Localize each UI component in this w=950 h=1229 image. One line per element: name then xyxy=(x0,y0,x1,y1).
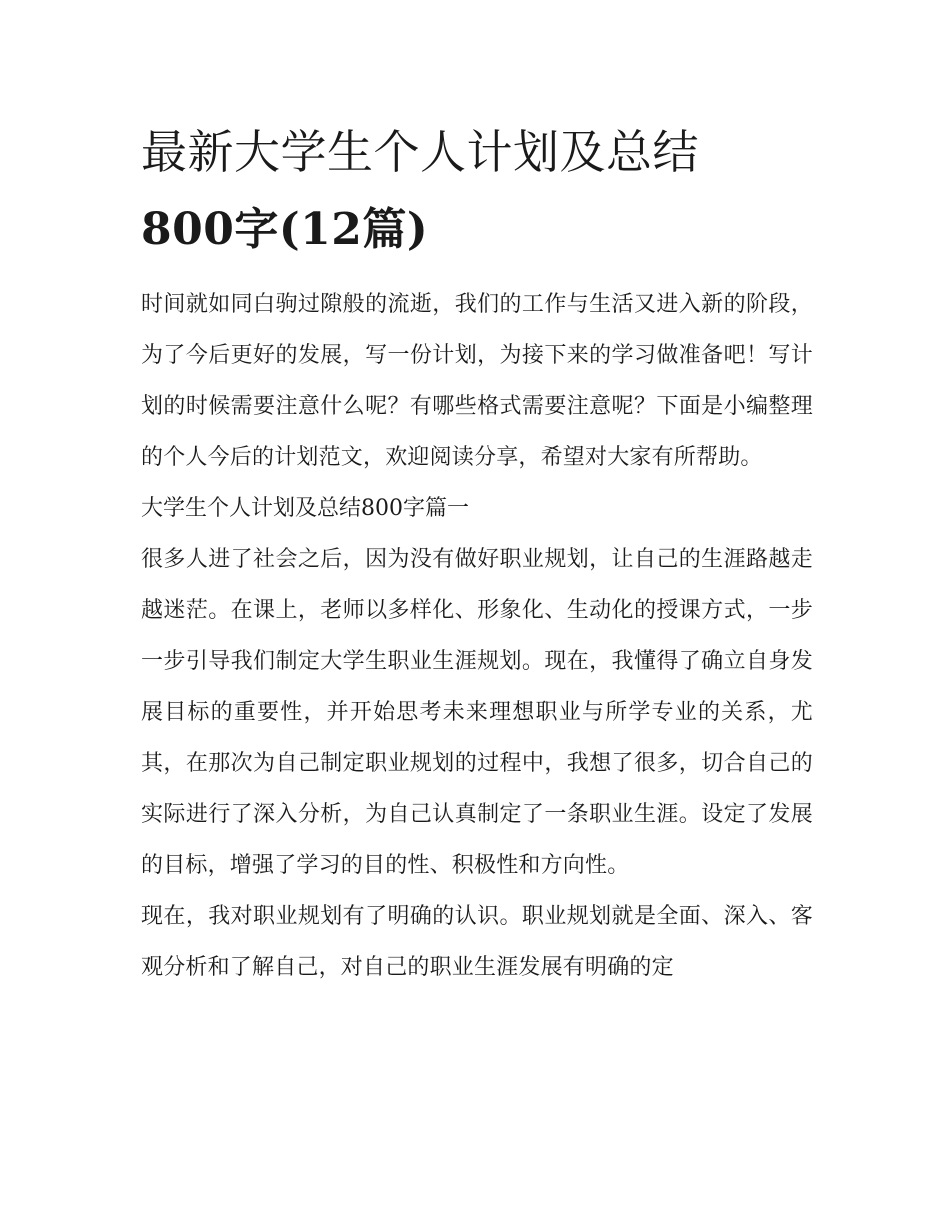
intro-paragraph: 时间就如同白驹过隙般的流逝，我们的工作与生活又进入新的阶段，为了今后更好的发展，写一份计划，为接下来的学习做准备吧！写计划的时候需要注意什么呢？有哪些格式需要注意呢？下面是小编整理的个人今后的计划范文，欢迎阅读分享，希望对大家有所帮助。 xyxy=(141,292,813,470)
body-paragraph-1: 很多人进了社会之后，因为没有做好职业规划，让自己的生涯路越走越迷茫。在课上，老师以多样化、形象化、生动化的授课方式，一步一步引导我们制定大学生职业生涯规划。现在，我懂得了确立自身发展目标的重要性，并开始思考未来理想职业与所学专业的关系，尤其，在那次为自己制定职业规划的过程中，我想了很多，切合自己的实际进行了深入分析，为自己认真制定了一条职业生涯。设定了发展的目标，增强了学习的目的性、积极性和方向性。 xyxy=(141,547,813,878)
section-heading: 大学生个人计划及总结800字篇一 xyxy=(141,496,469,521)
title-line-2: 800字(12篇) xyxy=(141,204,429,255)
title-line-1: 最新大学生个人计划及总结 xyxy=(141,125,699,179)
body-paragraph-2: 现在，我对职业规划有了明确的认识。职业规划就是全面、深入、客观分析和了解自己，对自己的职业生涯发展有明确的定 xyxy=(141,904,813,980)
document-body xyxy=(141,114,813,993)
document-title xyxy=(141,114,813,268)
